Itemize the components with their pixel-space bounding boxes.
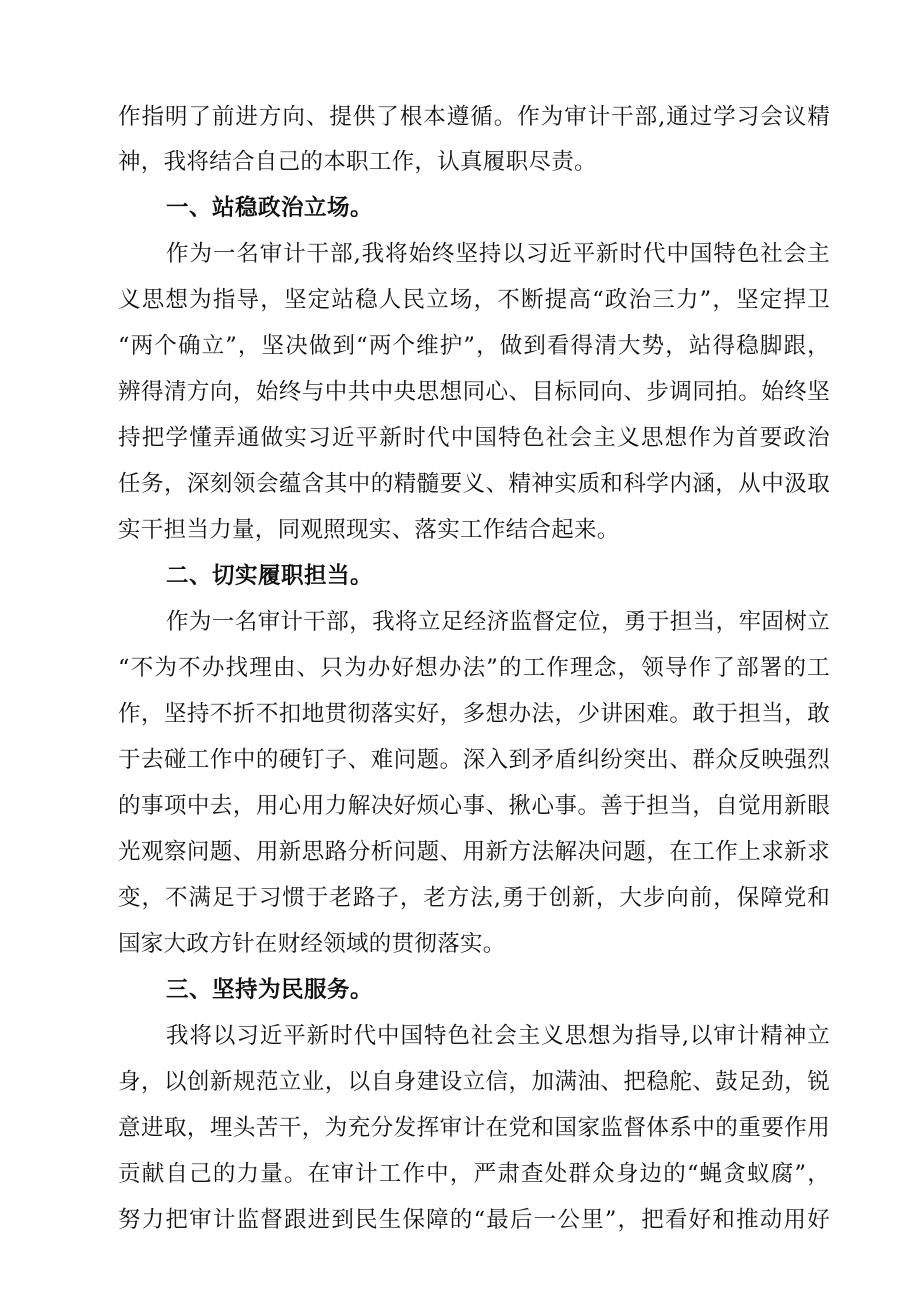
paragraph-line: 光观察问题、用新思路分析问题、用新方法解决问题，在工作上求新求 <box>118 839 830 865</box>
intro-line: 作指明了前进方向、提供了根本遵循。作为审计干部,通过学习会议精 <box>118 104 830 130</box>
paragraph-line: 任务，深刻领会蕴含其中的精髓要义、精神实质和科学内涵，从中汲取 <box>118 471 830 497</box>
section-heading: 三、坚持为民服务。 <box>166 977 374 1003</box>
paragraph-line: 身，以创新规范立业，以自身建设立信，加满油、把稳舵、鼓足劲，锐 <box>118 1069 830 1095</box>
paragraph-line: 作为一名审计干部，我将立足经济监督定位，勇于担当，牢固树立 <box>166 609 830 635</box>
paragraph-line: 辨得清方向，始终与中共中央思想同心、目标同向、步调同拍。始终坚 <box>118 379 830 405</box>
paragraph-line: 意进取，埋头苦干，为充分发挥审计在党和国家监督体系中的重要作用 <box>118 1115 830 1141</box>
paragraph-line: 我将以习近平新时代中国特色社会主义思想为指导,以审计精神立 <box>166 1023 830 1049</box>
paragraph-line: 努力把审计监督跟进到民生保障的“最后一公里”，把看好和推动用好 <box>118 1207 830 1233</box>
paragraph-line: 持把学懂弄通做实习近平新时代中国特色社会主义思想作为首要政治 <box>118 425 830 451</box>
paragraph-line: 义思想为指导，坚定站稳人民立场，不断提高“政治三力”，坚定捍卫 <box>118 287 830 313</box>
paragraph-line: 于去碰工作中的硬钉子、难问题。深入到矛盾纠纷突出、群众反映强烈 <box>118 747 830 773</box>
paragraph-line: 作为一名审计干部,我将始终坚持以习近平新时代中国特色社会主 <box>166 241 830 267</box>
paragraph-line: 作，坚持不折不扣地贯彻落实好，多想办法，少讲困难。敢于担当，敢 <box>118 701 830 727</box>
paragraph-line: 贡献自己的力量。在审计工作中，严肃查处群众身边的“蝇贪蚁腐”， <box>118 1161 830 1187</box>
paragraph-line: “两个确立”，坚决做到“两个维护”，做到看得清大势，站得稳脚跟， <box>118 333 830 359</box>
section-heading: 一、站稳政治立场。 <box>166 195 374 221</box>
paragraph-line: “不为不办找理由、只为办好想办法”的工作理念，领导作了部署的工 <box>118 655 830 681</box>
paragraph-line: 的事项中去，用心用力解决好烦心事、揪心事。善于担当，自觉用新眼 <box>118 793 830 819</box>
section-heading: 二、切实履职担当。 <box>166 563 374 589</box>
paragraph-line: 国家大政方针在财经领域的贯彻落实。 <box>118 931 506 957</box>
paragraph-line: 实干担当力量，同观照现实、落实工作结合起来。 <box>118 517 620 543</box>
intro-line: 神，我将结合自己的本职工作，认真履职尽责。 <box>118 149 597 175</box>
paragraph-line: 变，不满足于习惯于老路子，老方法,勇于创新，大步向前，保障党和 <box>118 885 830 911</box>
